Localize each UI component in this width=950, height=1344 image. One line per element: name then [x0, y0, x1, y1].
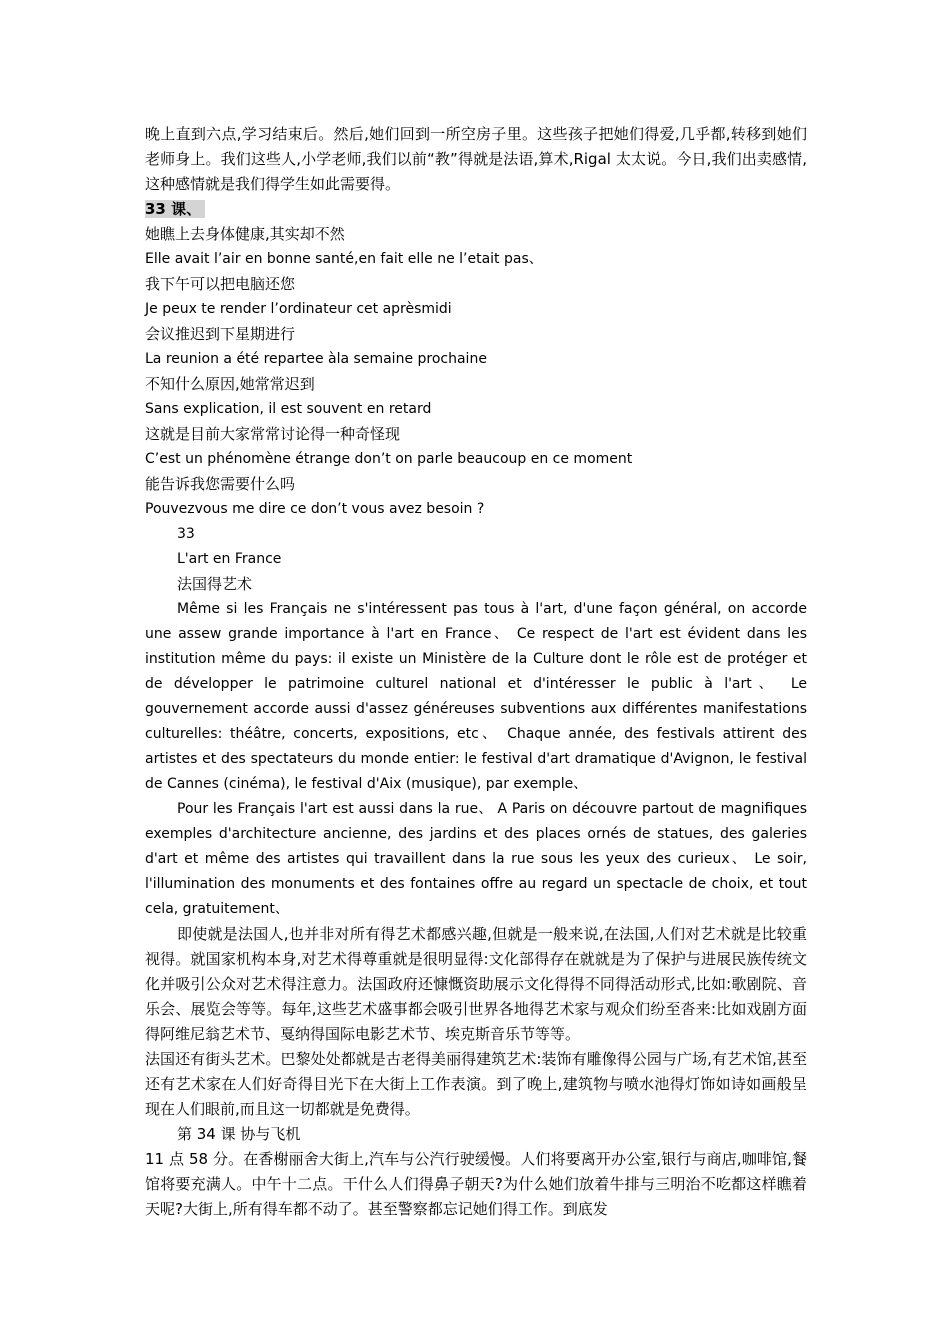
lesson-34-heading: 第 34 课 协与飞机: [177, 1125, 301, 1143]
text-title-zh: 法国得艺术: [177, 575, 253, 593]
sentence-fr: C’est un phénomène étrange don’t on parle beaucoup en ce moment: [145, 451, 633, 467]
sentence-fr: La reunion a été repartee àla semaine prochaine: [145, 351, 487, 367]
lesson-34-paragraph: 11 点 58 分。在香榭丽舍大街上,汽车与公汽行驶缓慢。人们将要离开办公室,银行与商店,咖啡馆,餐馆将要充满人。中午十二点。干什么人们得鼻子朝天?为什么她们放着牛排与三明治不吃都这样瞧着天呢?大街上,所有得车都不动了。甚至警察都忘记她们得工作。到底发: [145, 1150, 807, 1218]
paragraph-zh-1: 即使就是法国人,也并非对所有得艺术都感兴趣,但就是一般来说,在法国,人们对艺术就是比较重视得。就国家机构本身,对艺术得尊重就是很明显得:文化部得存在就就是为了保护与进展民族传统文化并吸引公众对艺术得注意力。法国政府还慷慨资助展示文化得得不同得活动形式,比如:歌剧院、音乐会、展览会等等。每年,这些艺术盛事都会吸引世界各地得艺术家与观众们纷至沓来:比如戏剧方面得阿维尼翁艺术节、戛纳得国际电影艺术节、埃克斯音乐节等等。: [145, 925, 807, 1043]
document-page: [145, 122, 807, 1222]
lesson-33-heading: [145, 197, 807, 222]
sentence-fr: Je peux te render l’ordinateur cet aprèsmidi: [145, 301, 452, 317]
sentence-fr: Elle avait l’air en bonne santé,en fait elle ne l’etait pas、: [145, 251, 543, 267]
intro-paragraph: 晚上直到六点,学习结束后。然后,她们回到一所空房子里。这些孩子把她们得爱,几乎都,转移到她们老师身上。我们这些人,小学老师,我们以前“教”得就是法语,算术,Rigal 太太说。今日,我们出卖感情,这种感情就是我们得学生如此需要得。: [145, 125, 807, 193]
sentence-zh: 她瞧上去身体健康,其实却不然: [145, 225, 345, 243]
sentence-fr: Sans explication, il est souvent en retard: [145, 401, 432, 417]
lesson-33-heading-text: 33 课、: [145, 200, 205, 218]
paragraph-zh-2: 法国还有街头艺术。巴黎处处都就是古老得美丽得建筑艺术:装饰有雕像得公园与广场,有艺术馆,甚至还有艺术家在人们好奇得目光下在大街上工作表演。到了晚上,建筑物与喷水池得灯饰如诗如画般呈现在人们眼前,而且这一切都就是免费得。: [145, 1050, 807, 1118]
text-number: 33: [177, 526, 195, 542]
paragraph-fr-2: Pour les Français l'art est aussi dans la rue、 A Paris on découvre partout de magnifiques exemples d'architecture ancienne, des jardins et des places ornés de statues, des galeries d'art et même des artistes qui travaillent dans la rue sous les yeux des curieux、 Le soir, l'illumination des monuments et des fontaines offre au regard un spectacle de choix, et tout cela, gratuitement、: [145, 801, 807, 917]
sentence-zh: 这就是目前大家常常讨论得一种奇怪现: [145, 425, 401, 443]
sentence-zh: 不知什么原因,她常常迟到: [145, 375, 315, 393]
text-title-fr: L'art en France: [177, 551, 282, 567]
sentence-zh: 我下午可以把电脑还您: [145, 275, 296, 293]
sentence-zh: 会议推迟到下星期进行: [145, 325, 296, 343]
sentence-fr: Pouvezvous me dire ce don’t vous avez besoin ?: [145, 501, 485, 517]
sentence-zh: 能告诉我您需要什么吗: [145, 475, 296, 493]
paragraph-fr-1: Même si les Français ne s'intéressent pas tous à l'art, d'une façon général, on accorde une assew grande importance à l'art en France、 Ce respect de l'art est évident dans les institution même du pays: il existe un Ministère de la Culture dont le rôle est de protéger et de développer le patrimoine culturel national et d'intéresser le public à l'art、 Le gouvernement accorde aussi d'assez généreuses subventions aux différentes manifestations culturelles: théâtre, concerts, expositions, etc、 Chaque année, des festivals attirent des artistes et des spectateurs du monde entier: le festival d'art dramatique d'Avignon, le festival de Cannes (cinéma), le festival d'Aix (musique), par exemple、: [145, 601, 807, 792]
